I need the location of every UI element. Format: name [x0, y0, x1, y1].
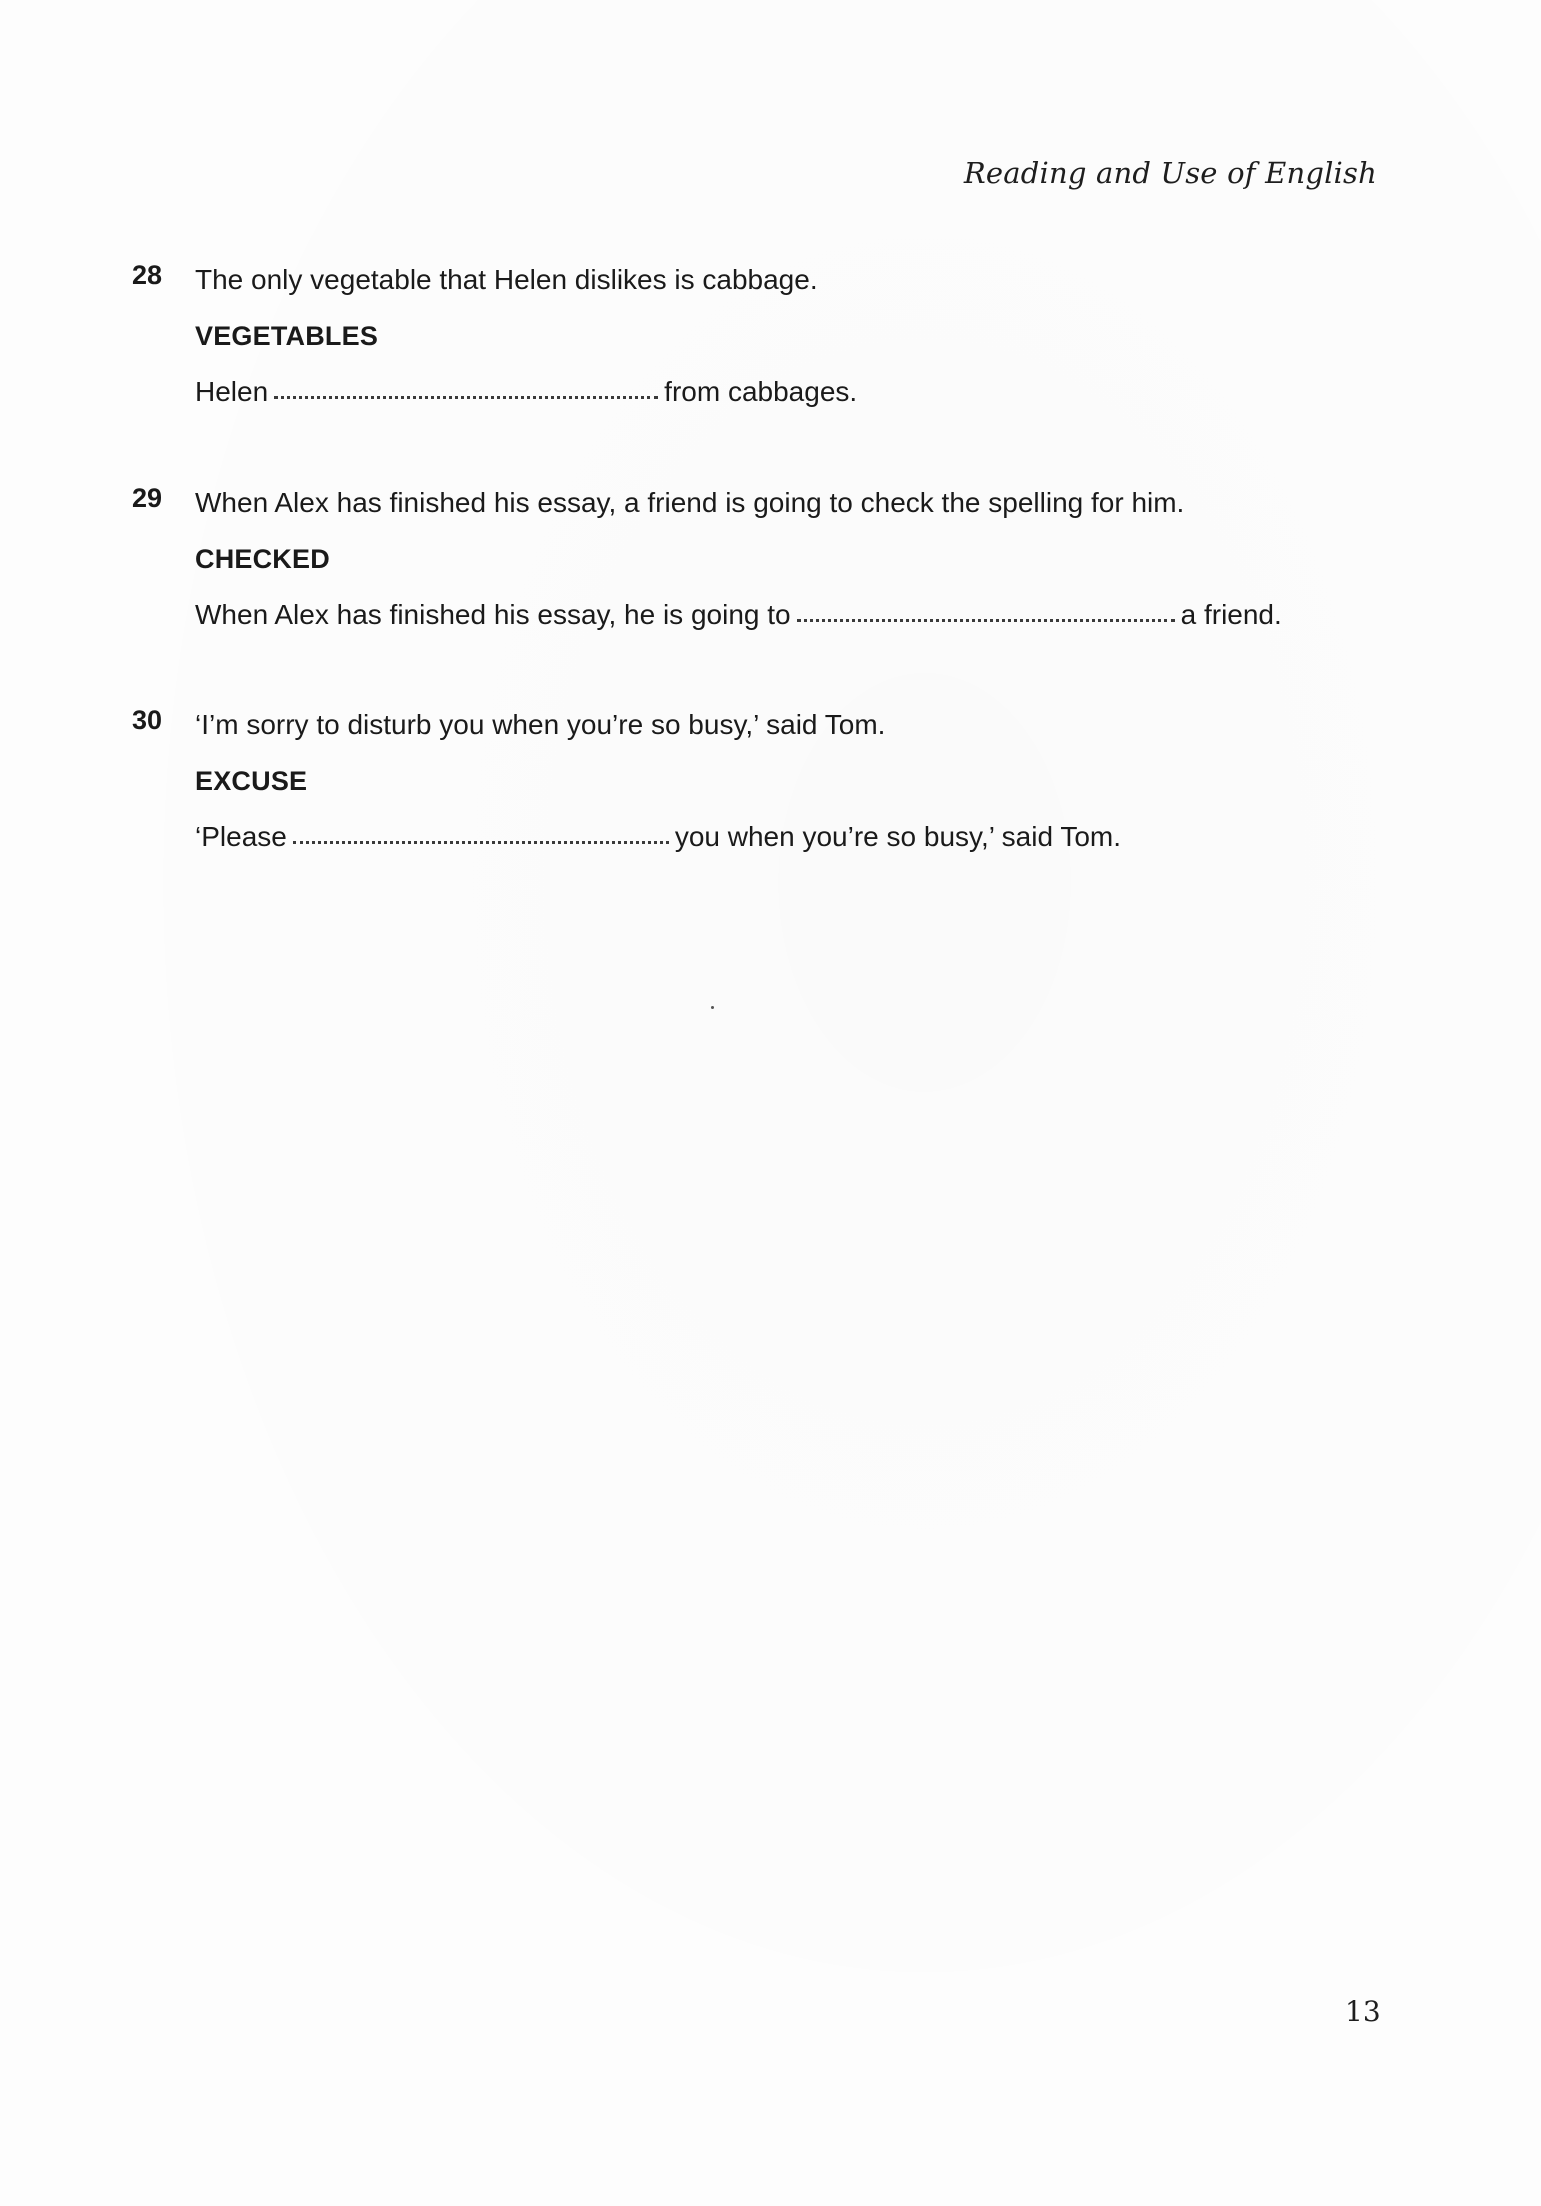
answer-line [195, 372, 1355, 412]
question-keyword: CHECKED [195, 544, 330, 574]
page-number: 13 [1345, 1995, 1381, 2028]
answer-line [195, 817, 1355, 857]
question-body [195, 483, 1355, 635]
answer-gap[interactable] [797, 617, 1175, 622]
question-number: 28 [132, 260, 163, 290]
answer-gap[interactable] [274, 394, 658, 399]
answer-before-text: ‘Please [195, 821, 287, 852]
question-number: 29 [132, 483, 163, 513]
answer-line [195, 595, 1355, 635]
question-prompt: The only vegetable that Helen dislikes is cabbage. [195, 264, 818, 295]
answer-after-text: from cabbages. [664, 376, 858, 407]
answer-before-text: Helen [195, 376, 269, 407]
question-prompt: When Alex has finished his essay, a friend is going to check the spelling for him. [195, 487, 1185, 518]
answer-gap[interactable] [293, 839, 669, 844]
answer-after-text: you when you’re so busy,’ said Tom. [674, 821, 1121, 852]
answer-before-text: When Alex has finished his essay, he is going to [195, 599, 791, 630]
answer-after-text: a friend. [1180, 599, 1282, 630]
scan-speck [711, 1006, 714, 1009]
question-body [195, 705, 1355, 857]
running-header: Reading and Use of English [963, 156, 1377, 190]
question-keyword: VEGETABLES [195, 321, 379, 351]
question-prompt: ‘I’m sorry to disturb you when you’re so busy,’ said Tom. [195, 709, 886, 740]
question-keyword: EXCUSE [195, 766, 308, 796]
question-number: 30 [132, 705, 163, 735]
question-body [195, 260, 1355, 412]
